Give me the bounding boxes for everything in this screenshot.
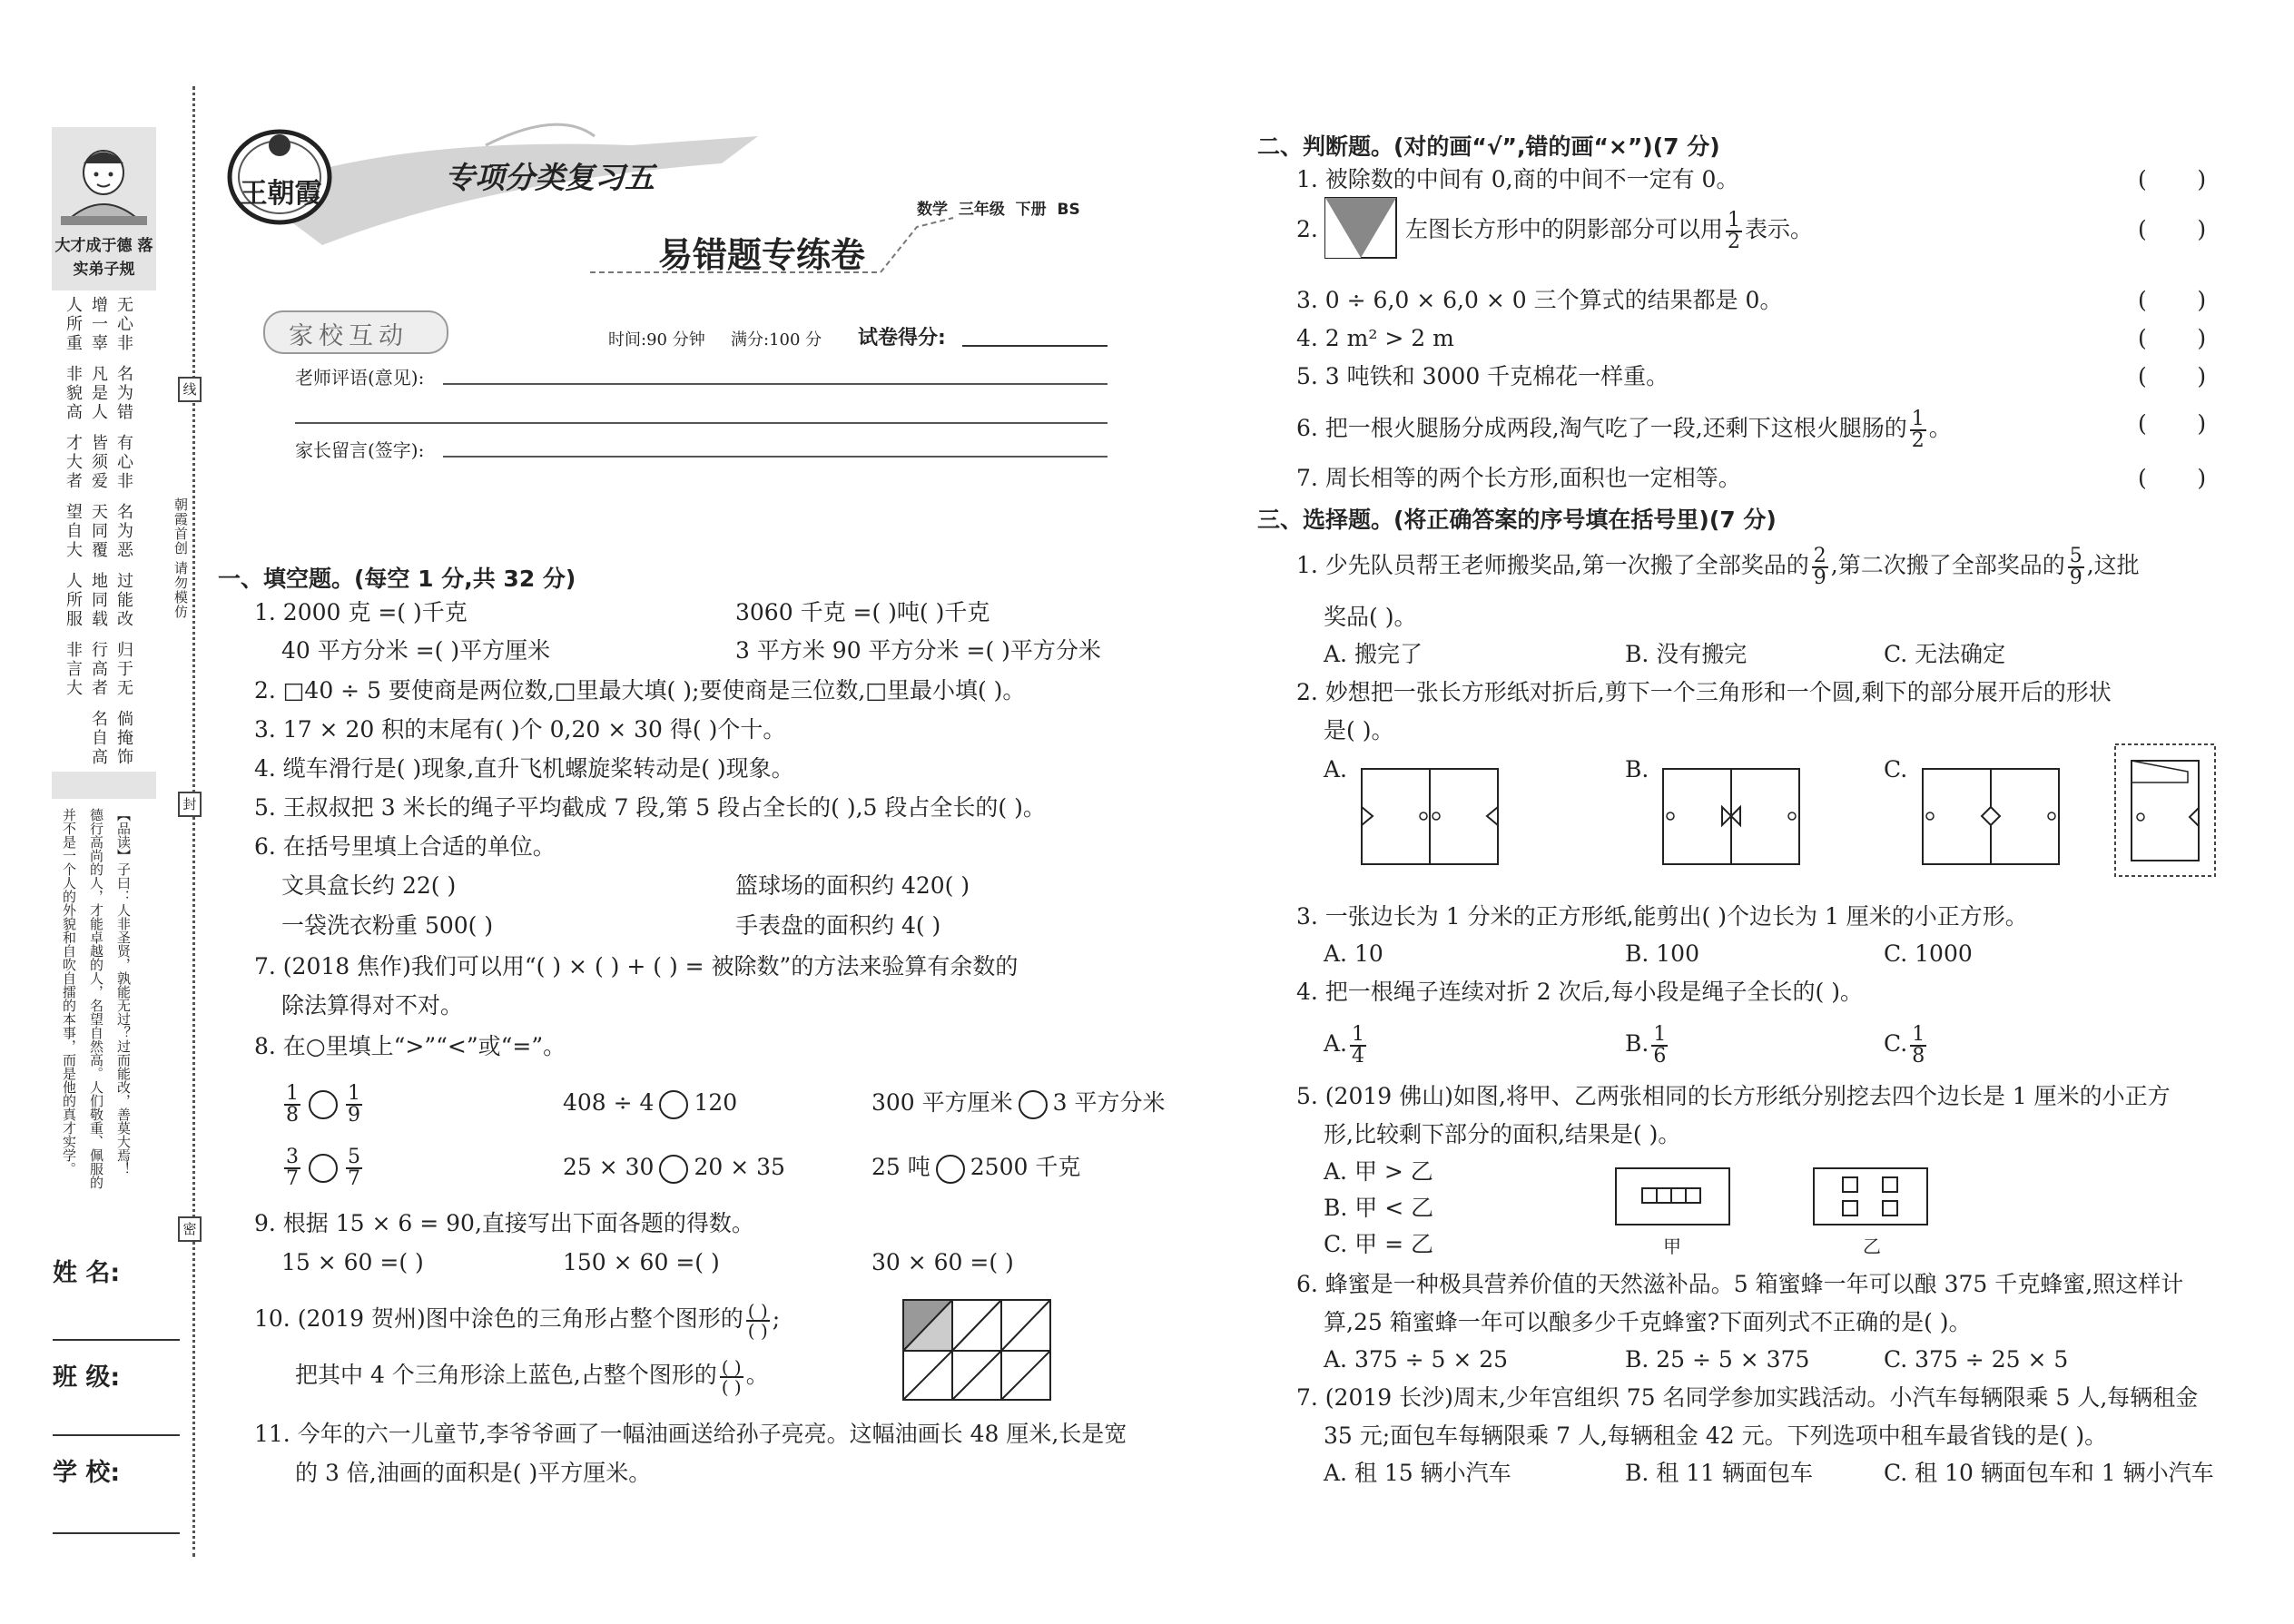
poem-column: 皆须爱 bbox=[89, 434, 108, 491]
p3-q7a: 7. (2019 长沙)周末,少年宫组织 75 名同学参加实践活动。小汽车每辆限乘 5 人,每辆租金 bbox=[1296, 1384, 2199, 1411]
p3-q1-opt-c: C. 无法确定 bbox=[1884, 641, 2006, 667]
answer-parens[interactable]: ( ) bbox=[2138, 287, 2207, 313]
p3-q5-opt-a: A. 甲 > 乙 bbox=[1324, 1158, 1433, 1185]
class-label: 班 级: bbox=[53, 1363, 121, 1392]
p1-q8-b: 408 ÷ 4 120 bbox=[563, 1085, 737, 1121]
time-label: 时间:90 分钟 bbox=[608, 330, 705, 349]
answer-parens[interactable]: ( ) bbox=[2138, 410, 2207, 437]
paper-title: 易错题专练卷 bbox=[658, 234, 866, 275]
answer-parens[interactable]: ( ) bbox=[2138, 166, 2207, 192]
p1-q9a: 15 × 60 =( ) bbox=[281, 1249, 424, 1275]
p2-q2-num: 2. bbox=[1296, 216, 1318, 242]
poem-column: 名为错 bbox=[114, 365, 133, 422]
poem-column: 过能改 bbox=[114, 572, 133, 629]
p1-q1d: 3 平方米 90 平方分米 =( )平方分米 bbox=[735, 637, 1101, 664]
p3-q7-opt-b: B. 租 11 辆面包车 bbox=[1625, 1460, 1813, 1486]
p1-q7b: 除法算得对不对。 bbox=[281, 992, 464, 1019]
p3-q5b: 形,比较剩下部分的面积,结果是( )。 bbox=[1324, 1121, 1681, 1147]
paper-jia-label: 甲 bbox=[1663, 1235, 1681, 1257]
compare-circle[interactable] bbox=[936, 1155, 965, 1184]
paper-jia-figure bbox=[1616, 1168, 1734, 1227]
margin-mark-line: 线 bbox=[178, 377, 202, 402]
poem-column: 非貌高 bbox=[64, 365, 83, 422]
p1-q6c: 一袋洗衣粉重 500( ) bbox=[281, 912, 494, 939]
poem-column: 人所重 bbox=[64, 296, 83, 353]
p1-q8-a: $\frac{1}{8}$ $\frac{1}{9}$ bbox=[286, 1081, 360, 1127]
p3-q7b: 35 元;面包车每辆限乘 7 人,每辆租金 42 元。下列选项中租车最省钱的是( )。 bbox=[1324, 1422, 2108, 1449]
p1-q11b: 的 3 倍,油画的面积是( )平方厘米。 bbox=[295, 1460, 652, 1486]
name-line[interactable] bbox=[53, 1339, 180, 1341]
answer-parens[interactable]: ( ) bbox=[2138, 363, 2207, 389]
school-label: 学 校: bbox=[53, 1459, 121, 1487]
home-school-label: 家校互动 bbox=[289, 322, 409, 350]
p3-q1d: 奖品( )。 bbox=[1324, 604, 1417, 630]
poem-column: 有心非 bbox=[114, 434, 133, 491]
p3-q5a: 5. (2019 佛山)如图,将甲、乙两张相同的长方形纸分别挖去四个边长是 1 厘米的小正方 bbox=[1296, 1083, 2171, 1109]
p1-q10a: 10. (2019 贺州)图中涂色的三角形占整个图形的 $\frac{( )}{( )}$ ; bbox=[254, 1299, 781, 1342]
p1-q11a: 11. 今年的六一儿童节,李爷爷画了一幅油画送给孙子亮亮。这幅油画长 48 厘米,长是宽 bbox=[254, 1421, 1127, 1447]
p1-q1a: 1. 2000 克 =( )千克 bbox=[254, 599, 468, 625]
subject-line: 数学 三年级 下册 BS bbox=[917, 201, 1080, 219]
p1-q9b: 150 × 60 =( ) bbox=[563, 1249, 720, 1275]
p3-q3-opt-b: B. 100 bbox=[1625, 940, 1699, 967]
option-a-figure bbox=[1362, 769, 1502, 869]
poem-column: 凡是人 bbox=[89, 365, 108, 422]
shaded-rectangle-figure bbox=[1325, 198, 1398, 260]
answer-parens[interactable]: ( ) bbox=[2138, 325, 2207, 351]
p3-q2-opt-b: B. bbox=[1625, 756, 1649, 782]
p1-q3: 3. 17 × 20 积的末尾有( )个 0,20 × 30 得( )个十。 bbox=[254, 716, 786, 743]
part1-title: 一、填空题。(每空 1 分,共 32 分) bbox=[218, 566, 576, 592]
p3-q6b: 算,25 箱蜜蜂一年可以酿多少千克蜂蜜?下面列式不正确的是( )。 bbox=[1324, 1309, 1972, 1335]
p1-q6a: 文具盒长约 22( ) bbox=[281, 872, 457, 899]
option-c-figure bbox=[1923, 769, 2063, 869]
p2-q1: 1. 被除数的中间有 0,商的中间不一定有 0。 bbox=[1296, 166, 1739, 192]
reading-column: 【品读】子曰：人非圣贤，孰能无过？过而能改，善莫大焉！ bbox=[115, 808, 132, 1176]
poem-column: 行高者 bbox=[89, 641, 108, 698]
compare-circle[interactable] bbox=[1019, 1090, 1048, 1119]
p1-q9c: 30 × 60 =( ) bbox=[871, 1249, 1014, 1275]
reading-column: 德行高尚的人，才能卓越的人，名望自然高。人们敬重、佩服的 bbox=[88, 808, 104, 1189]
paper-yi-label: 乙 bbox=[1863, 1235, 1881, 1257]
poem-column: 非言大 bbox=[64, 641, 83, 698]
poem-column: 名自高 bbox=[89, 710, 108, 767]
p1-q9: 9. 根据 15 × 6 = 90,直接写出下面各题的得数。 bbox=[254, 1210, 754, 1236]
p3-q2a: 2. 妙想把一张长方形纸对折后,剪下一个三角形和一个圆,剩下的部分展开后的形状 bbox=[1296, 679, 2112, 705]
name-label: 姓 名: bbox=[53, 1259, 121, 1287]
p3-q4-opt-a: A. $\frac{1}{4}$ bbox=[1324, 1022, 1365, 1068]
p2-q6: 6. 把一根火腿肠分成两段,淘气吃了一段,还剩下这根火腿肠的 $\frac{1}{2}$ 。 bbox=[1296, 407, 1952, 452]
paper-yi-figure bbox=[1814, 1168, 1932, 1227]
poem-column: 无心非 bbox=[114, 296, 133, 353]
p1-q2: 2. □40 ÷ 5 要使商是两位数,□里最大填( );要使商是三位数,□里最小填( )。 bbox=[254, 677, 1026, 704]
series-title: 专项分类复习五 bbox=[445, 160, 655, 195]
cut-line bbox=[192, 86, 195, 1557]
title-underline bbox=[590, 209, 953, 263]
poem-column: 望自大 bbox=[64, 503, 83, 560]
compare-circle[interactable] bbox=[659, 1155, 688, 1184]
p3-q7-opt-c: C. 租 10 辆面包车和 1 辆小汽车 bbox=[1884, 1460, 2214, 1486]
p2-q3: 3. 0 ÷ 6,0 × 6,0 × 0 三个算式的结果都是 0。 bbox=[1296, 287, 1783, 313]
parent-note-line[interactable] bbox=[443, 456, 1108, 458]
triangle-grid-figure bbox=[903, 1300, 1053, 1402]
poem-column: 归于无 bbox=[114, 641, 133, 698]
p3-q1-opt-b: B. 没有搬完 bbox=[1625, 641, 1748, 667]
class-line[interactable] bbox=[53, 1434, 180, 1436]
teacher-comment-label: 老师评语(意见): bbox=[295, 367, 425, 389]
p2-q7: 7. 周长相等的两个长方形,面积也一定相等。 bbox=[1296, 465, 1741, 491]
p2-q5: 5. 3 吨铁和 3000 千克棉花一样重。 bbox=[1296, 363, 1669, 389]
sidebar-motto: 大才成于德 落实弟子规 bbox=[54, 237, 153, 279]
p1-q1b: 3060 千克 =( )吨( )千克 bbox=[735, 599, 990, 625]
p1-q6d: 手表盘的面积约 4( ) bbox=[735, 912, 941, 939]
poem-column: 才大者 bbox=[64, 434, 83, 491]
p2-q4: 4. 2 m² > 2 m bbox=[1296, 325, 1454, 351]
answer-parens[interactable]: ( ) bbox=[2138, 216, 2207, 242]
p2-q2-text: 左图长方形中的阴影部分可以用 $\frac{1}{2}$ 表示。 bbox=[1405, 208, 1814, 253]
p1-q8-d: $\frac{3}{7}$ $\frac{5}{7}$ bbox=[286, 1145, 360, 1190]
poem-column: 人所服 bbox=[64, 572, 83, 629]
compare-circle[interactable] bbox=[309, 1090, 338, 1119]
poem-column: 地同载 bbox=[89, 572, 108, 629]
p1-q8-f: 25 吨 2500 千克 bbox=[871, 1149, 1080, 1186]
p3-q3-opt-c: C. 1000 bbox=[1884, 940, 1973, 967]
parent-note-label: 家长留言(签字): bbox=[295, 439, 425, 461]
score-blank[interactable] bbox=[962, 345, 1108, 347]
p3-q5-opt-c: C. 甲 = 乙 bbox=[1324, 1231, 1433, 1257]
margin-mark-seal: 封 bbox=[178, 792, 202, 817]
p3-q7-opt-a: A. 租 15 辆小汽车 bbox=[1324, 1460, 1511, 1486]
poem-column: 天同覆 bbox=[89, 503, 108, 560]
margin-note: 朝霞首创 请勿模仿 bbox=[172, 497, 189, 619]
scholar-cartoon-icon bbox=[52, 136, 156, 227]
reading-column: 并不是一个人的外貌和自吹自擂的本事，而是他的真才实学。 bbox=[61, 808, 77, 1176]
p1-q6b: 篮球场的面积约 420( ) bbox=[735, 872, 970, 899]
p1-q8-e: 25 × 30 20 × 35 bbox=[563, 1149, 785, 1186]
p3-q3: 3. 一张边长为 1 分米的正方形纸,能剪出( )个边长为 1 厘米的小正方形。 bbox=[1296, 903, 2028, 930]
p1-q4: 4. 缆车滑行是( )现象,直升飞机螺旋桨转动是( )现象。 bbox=[254, 755, 794, 782]
p3-q4-opt-b: B. $\frac{1}{6}$ bbox=[1625, 1022, 1667, 1068]
p3-q4-opt-c: C. $\frac{1}{8}$ bbox=[1884, 1022, 1925, 1068]
part2-title: 二、判断题。(对的画“√”,错的画“×”)(7 分) bbox=[1257, 133, 1720, 160]
p3-q6-opt-a: A. 375 ÷ 5 × 25 bbox=[1324, 1346, 1509, 1373]
teacher-comment-line-2[interactable] bbox=[295, 422, 1108, 424]
brand-name: 王朝霞 bbox=[240, 178, 322, 210]
p3-q6-opt-c: C. 375 ÷ 25 × 5 bbox=[1884, 1346, 2069, 1373]
p1-q10b: 把其中 4 个三角形涂上蓝色,占整个图形的 $\frac{( )}{( )}$ 。 bbox=[295, 1355, 769, 1398]
p1-q7a: 7. (2018 焦作)我们可以用“( ) × ( ) + ( ) = 被除数”的方法来验算有余数的 bbox=[254, 953, 1019, 979]
p3-q1a: 1. 少先队员帮王老师搬奖品,第一次搬了全部奖品的 $\frac{2}{9}$ ,第二次搬了全部奖品的 $\frac{5}{9}$ ,这批 bbox=[1296, 544, 2140, 589]
p1-q1c: 40 平方分米 =( )平方厘米 bbox=[281, 637, 551, 664]
p3-q4: 4. 把一根绳子连续对折 2 次后,每小段是绳子全长的( )。 bbox=[1296, 979, 1864, 1005]
score-label: 试卷得分: bbox=[858, 327, 946, 349]
margin-mark-secret: 密 bbox=[178, 1216, 202, 1242]
p3-q2b: 是( )。 bbox=[1324, 717, 1394, 743]
sidebar bbox=[52, 127, 156, 1225]
p3-q6a: 6. 蜂蜜是一种极具营养价值的天然滋补品。5 箱蜜蜂一年可以酿 375 千克蜂蜜,照这样计 bbox=[1296, 1271, 2184, 1297]
p3-q6-opt-b: B. 25 ÷ 5 × 375 bbox=[1625, 1346, 1810, 1373]
p1-q8: 8. 在○里填上“>”“<”或“=”。 bbox=[254, 1033, 566, 1059]
poem-column: 倘掩饰 bbox=[114, 710, 133, 767]
p3-q2-opt-a: A. bbox=[1324, 756, 1348, 782]
poem-column: 增一辜 bbox=[89, 296, 108, 353]
part3-title: 三、选择题。(将正确答案的序号填在括号里)(7 分) bbox=[1257, 507, 1777, 533]
compare-circle[interactable] bbox=[309, 1154, 338, 1183]
answer-parens[interactable]: ( ) bbox=[2138, 465, 2207, 491]
p3-q2-opt-c: C. bbox=[1884, 756, 1908, 782]
p1-q6: 6. 在括号里填上合适的单位。 bbox=[254, 833, 556, 860]
p3-q5-opt-b: B. 甲 < 乙 bbox=[1324, 1195, 1434, 1221]
full-score-label: 满分:100 分 bbox=[731, 330, 822, 349]
compare-circle[interactable] bbox=[659, 1090, 688, 1119]
teacher-comment-line-1[interactable] bbox=[443, 383, 1108, 385]
p3-q1-opt-a: A. 搬完了 bbox=[1324, 641, 1423, 667]
folded-paper-figure bbox=[2115, 744, 2220, 881]
poem-column: 名为恶 bbox=[114, 503, 133, 560]
option-b-figure bbox=[1663, 769, 1804, 869]
p3-q3-opt-a: A. 10 bbox=[1324, 940, 1383, 967]
school-line[interactable] bbox=[53, 1532, 180, 1534]
p1-q8-c: 300 平方厘米 3 平方分米 bbox=[871, 1085, 1166, 1121]
p1-q5: 5. 王叔叔把 3 米长的绳子平均截成 7 段,第 5 段占全长的( ),5 段占全长的( )。 bbox=[254, 794, 1046, 821]
